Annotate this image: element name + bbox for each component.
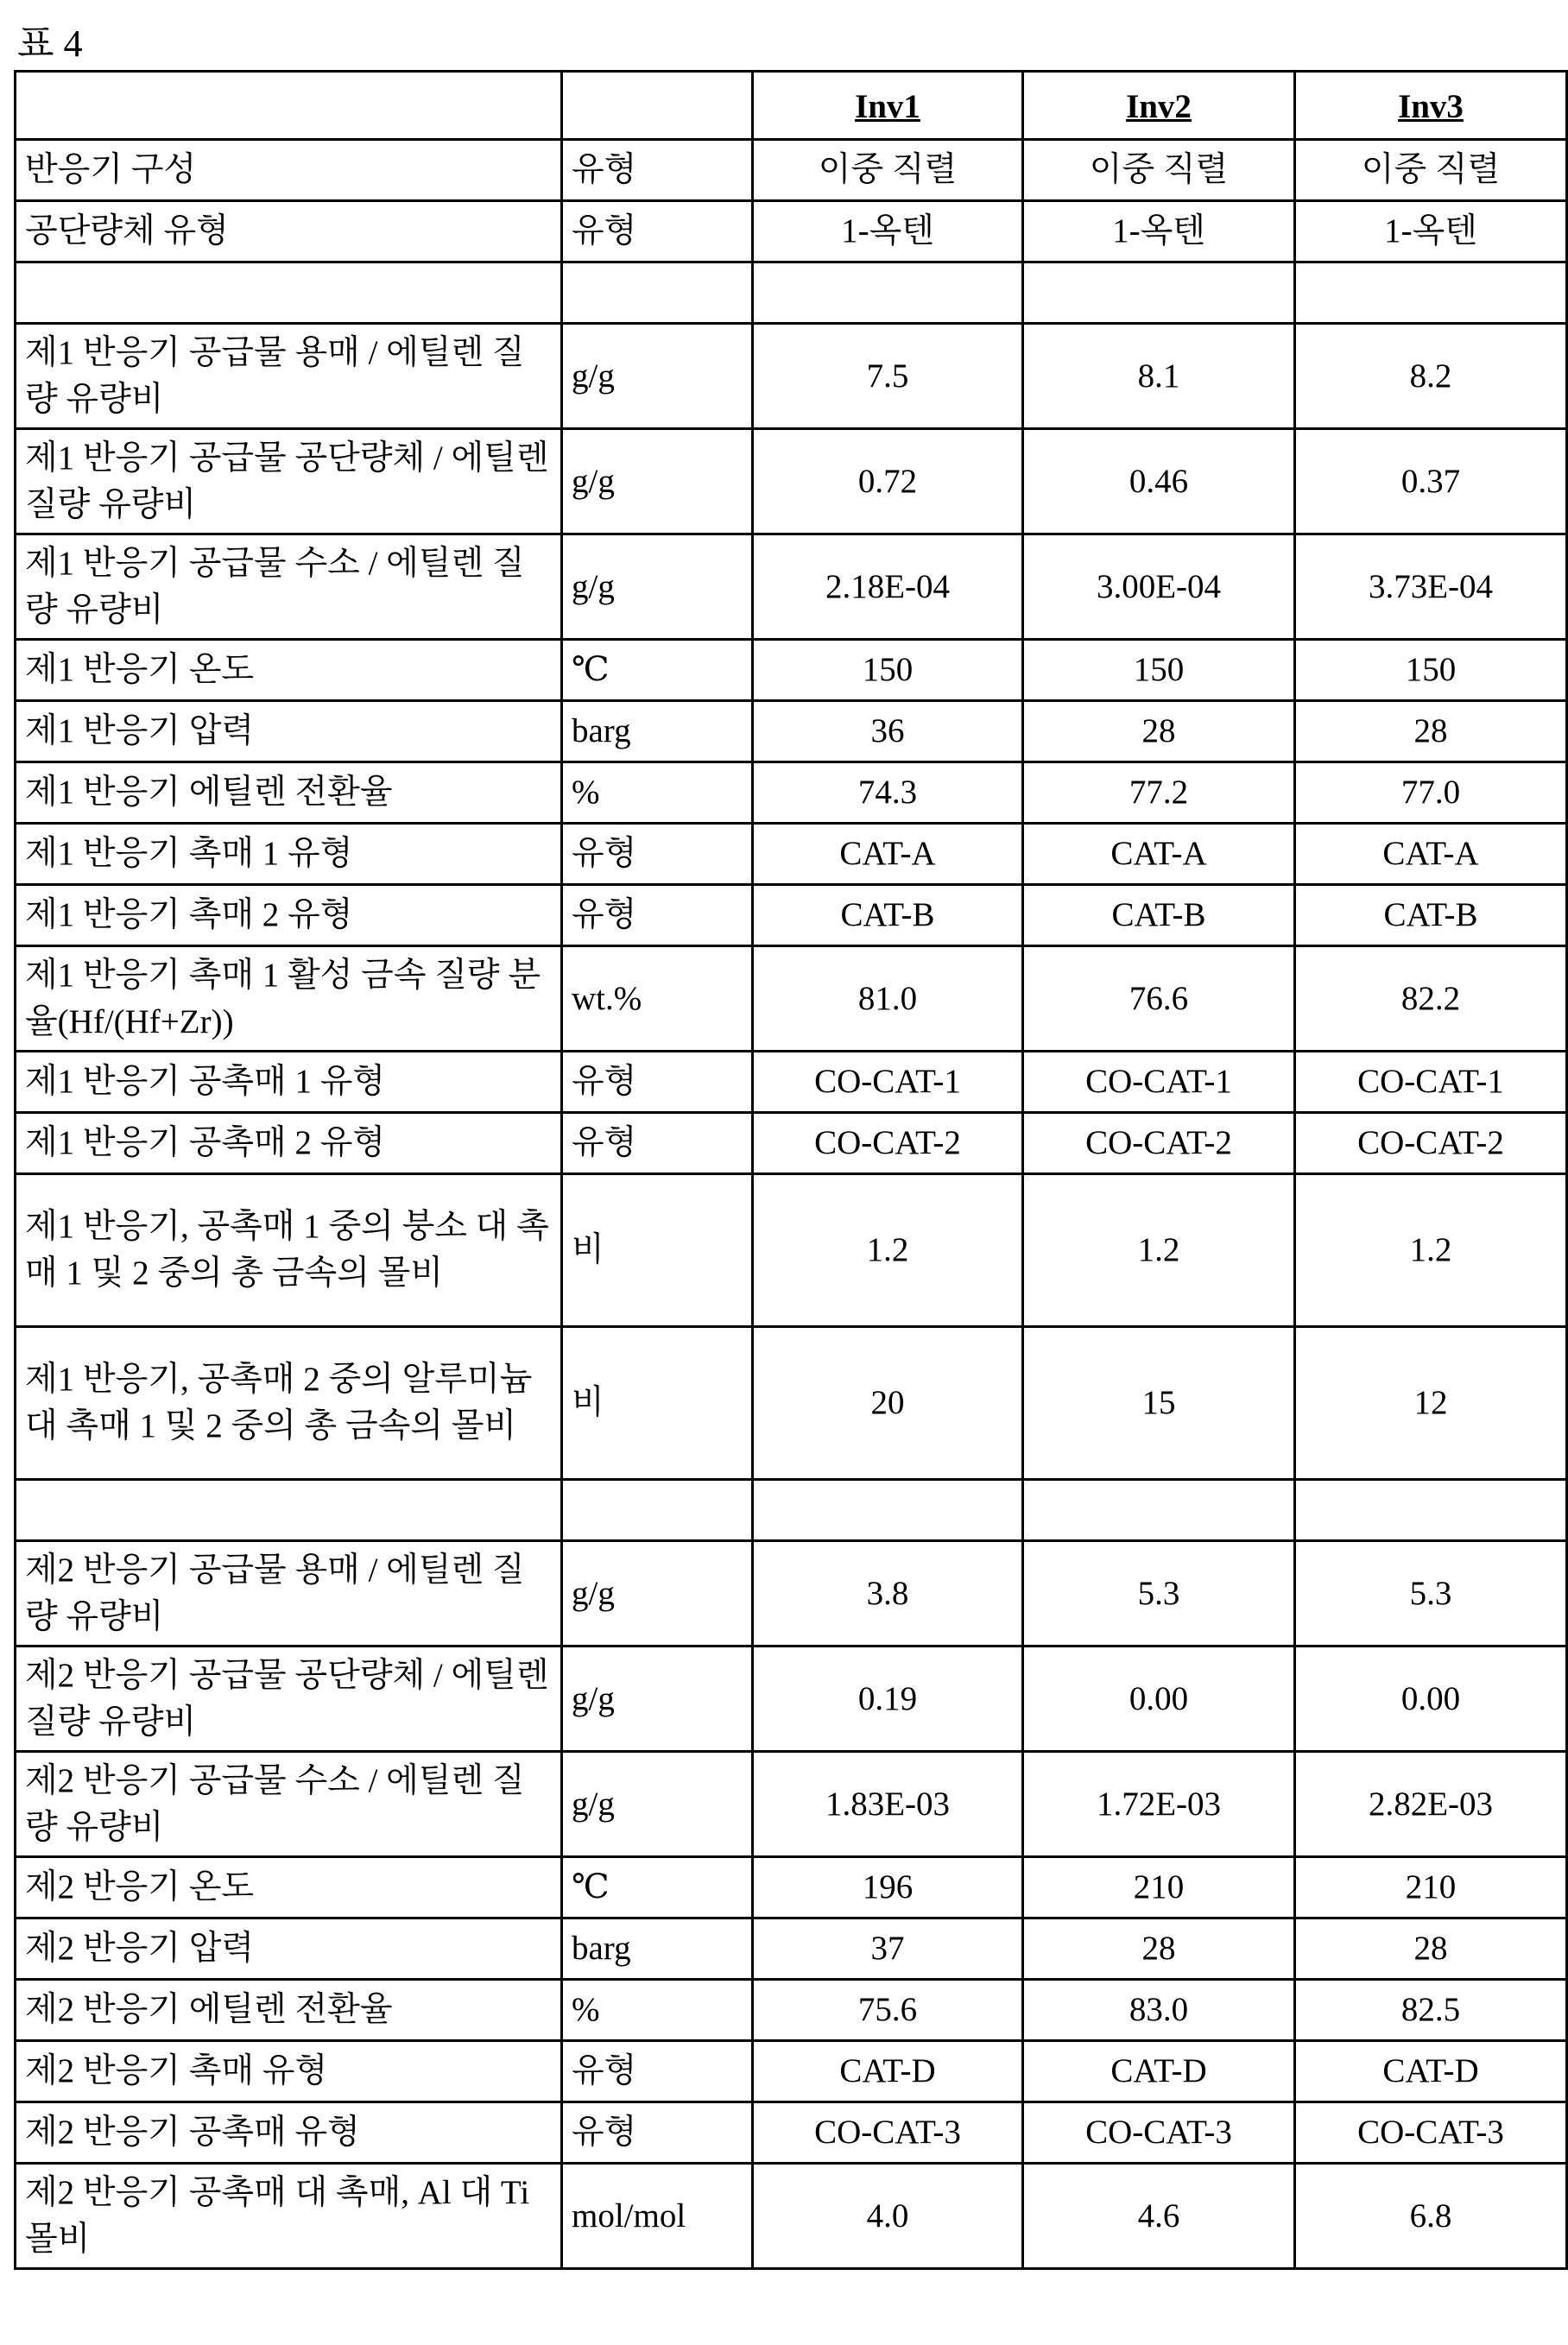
table-row	[16, 2164, 1567, 2269]
row-label: 제2 반응기 온도	[16, 1857, 562, 1918]
value-cell-inv3: 0.00	[1295, 1647, 1567, 1752]
value-cell-inv3: 77.0	[1295, 762, 1567, 824]
value-cell-inv1	[753, 262, 1023, 324]
value-cell-inv2: 이중 직렬	[1023, 140, 1295, 201]
value-cell-inv1: 196	[753, 1857, 1023, 1918]
value-cell-inv1: CAT-D	[753, 2041, 1023, 2102]
row-label: 제2 반응기 공촉매 대 촉매, Al 대 Ti 몰비	[16, 2164, 562, 2269]
row-unit: barg	[562, 701, 753, 762]
row-label: 제1 반응기 촉매 1 유형	[16, 824, 562, 885]
table-title: 표 4	[17, 12, 83, 67]
value-cell-inv2: CO-CAT-2	[1023, 1113, 1295, 1174]
row-label: 제2 반응기 에틸렌 전환율	[16, 1980, 562, 2041]
row-unit: g/g	[562, 1752, 753, 1857]
row-label: 제1 반응기 촉매 2 유형	[16, 885, 562, 946]
row-label: 제1 반응기 에틸렌 전환율	[16, 762, 562, 824]
row-unit: 유형	[562, 2041, 753, 2102]
row-unit	[562, 262, 753, 324]
value-cell-inv1: CO-CAT-2	[753, 1113, 1023, 1174]
table-row	[16, 1327, 1567, 1480]
row-label: 제1 반응기 공촉매 2 유형	[16, 1113, 562, 1174]
value-cell-inv1: 36	[753, 701, 1023, 762]
row-unit: ℃	[562, 640, 753, 701]
table-row	[16, 1480, 1567, 1541]
table-row	[16, 429, 1567, 534]
value-cell-inv2: 210	[1023, 1857, 1295, 1918]
table-row	[16, 701, 1567, 762]
row-label	[16, 262, 562, 324]
row-unit: barg	[562, 1918, 753, 1980]
row-label: 제2 반응기 공촉매 유형	[16, 2102, 562, 2164]
table-row	[16, 1918, 1567, 1980]
table-row	[16, 1541, 1567, 1647]
table-row	[16, 262, 1567, 324]
value-cell-inv3: 3.73E-04	[1295, 534, 1567, 640]
value-cell-inv1: 1.83E-03	[753, 1752, 1023, 1857]
value-cell-inv1: 4.0	[753, 2164, 1023, 2269]
value-cell-inv1: 150	[753, 640, 1023, 701]
column-header: Inv2	[1126, 88, 1192, 125]
value-cell-inv3: CO-CAT-2	[1295, 1113, 1567, 1174]
table-row	[16, 2041, 1567, 2102]
value-cell-inv2: 76.6	[1023, 946, 1295, 1052]
value-cell-inv3: 8.2	[1295, 324, 1567, 429]
table-row	[16, 762, 1567, 824]
value-cell-inv3: 82.5	[1295, 1980, 1567, 2041]
row-label: 제1 반응기 공촉매 1 유형	[16, 1052, 562, 1113]
table-row	[16, 201, 1567, 262]
row-label: 제2 반응기 압력	[16, 1918, 562, 1980]
value-cell-inv2: CO-CAT-3	[1023, 2102, 1295, 2164]
value-cell-inv1: CO-CAT-3	[753, 2102, 1023, 2164]
value-cell-inv2: CAT-A	[1023, 824, 1295, 885]
table-row	[16, 1857, 1567, 1918]
table-row	[16, 885, 1567, 946]
column-header: Inv3	[1398, 88, 1464, 125]
row-unit: g/g	[562, 534, 753, 640]
row-label: 제1 반응기 온도	[16, 640, 562, 701]
value-cell-inv1	[753, 1480, 1023, 1541]
value-cell-inv2: 0.00	[1023, 1647, 1295, 1752]
row-label: 공단량체 유형	[16, 201, 562, 262]
value-cell-inv2: 5.3	[1023, 1541, 1295, 1647]
row-label: 제1 반응기 촉매 1 활성 금속 질량 분율(Hf/(Hf+Zr))	[16, 946, 562, 1052]
value-cell-inv1: CAT-B	[753, 885, 1023, 946]
value-cell-inv1: 3.8	[753, 1541, 1023, 1647]
value-cell-inv3: 1-옥텐	[1295, 201, 1567, 262]
header-cell-inv2	[1023, 72, 1295, 140]
row-unit: 유형	[562, 140, 753, 201]
table-row	[16, 1647, 1567, 1752]
table-row	[16, 1752, 1567, 1857]
header-cell-inv3	[1295, 72, 1567, 140]
value-cell-inv3: 5.3	[1295, 1541, 1567, 1647]
value-cell-inv3: 1.2	[1295, 1174, 1567, 1327]
value-cell-inv3: CAT-D	[1295, 2041, 1567, 2102]
table-row	[16, 1174, 1567, 1327]
value-cell-inv2: 28	[1023, 1918, 1295, 1980]
row-label: 제2 반응기 공급물 공단량체 / 에틸렌 질량 유량비	[16, 1647, 562, 1752]
row-unit: g/g	[562, 324, 753, 429]
value-cell-inv1: CO-CAT-1	[753, 1052, 1023, 1113]
value-cell-inv3: CAT-A	[1295, 824, 1567, 885]
row-label: 제1 반응기 공급물 공단량체 / 에틸렌 질량 유량비	[16, 429, 562, 534]
value-cell-inv3: 0.37	[1295, 429, 1567, 534]
value-cell-inv3: 6.8	[1295, 2164, 1567, 2269]
value-cell-inv1: 7.5	[753, 324, 1023, 429]
row-unit: 비	[562, 1327, 753, 1480]
row-unit: 유형	[562, 1113, 753, 1174]
value-cell-inv1: 0.19	[753, 1647, 1023, 1752]
table-row	[16, 1980, 1567, 2041]
row-label: 반응기 구성	[16, 140, 562, 201]
row-label: 제2 반응기 촉매 유형	[16, 2041, 562, 2102]
row-unit: 유형	[562, 201, 753, 262]
table-body	[16, 140, 1567, 2269]
column-header: Inv1	[855, 88, 920, 125]
table-row	[16, 1113, 1567, 1174]
value-cell-inv2: 150	[1023, 640, 1295, 701]
value-cell-inv1: 74.3	[753, 762, 1023, 824]
value-cell-inv2: 15	[1023, 1327, 1295, 1480]
value-cell-inv1: 75.6	[753, 1980, 1023, 2041]
value-cell-inv1: 0.72	[753, 429, 1023, 534]
row-unit: 유형	[562, 885, 753, 946]
table-row	[16, 140, 1567, 201]
header-cell-inv1	[753, 72, 1023, 140]
row-unit: 비	[562, 1174, 753, 1327]
value-cell-inv1: 이중 직렬	[753, 140, 1023, 201]
row-unit: 유형	[562, 1052, 753, 1113]
row-unit: g/g	[562, 429, 753, 534]
value-cell-inv2	[1023, 262, 1295, 324]
value-cell-inv3	[1295, 262, 1567, 324]
value-cell-inv2: 0.46	[1023, 429, 1295, 534]
value-cell-inv3: 28	[1295, 1918, 1567, 1980]
row-label	[16, 1480, 562, 1541]
row-label: 제1 반응기 공급물 수소 / 에틸렌 질량 유량비	[16, 534, 562, 640]
table-row	[16, 640, 1567, 701]
value-cell-inv2: CAT-D	[1023, 2041, 1295, 2102]
header-cell-label	[16, 72, 562, 140]
table-row	[16, 946, 1567, 1052]
table-row	[16, 1052, 1567, 1113]
value-cell-inv3	[1295, 1480, 1567, 1541]
value-cell-inv2: 1.2	[1023, 1174, 1295, 1327]
value-cell-inv3: CO-CAT-1	[1295, 1052, 1567, 1113]
value-cell-inv2: CO-CAT-1	[1023, 1052, 1295, 1113]
value-cell-inv3: 210	[1295, 1857, 1567, 1918]
row-label: 제1 반응기, 공촉매 1 중의 붕소 대 촉매 1 및 2 중의 총 금속의 몰비	[16, 1174, 562, 1327]
row-unit: 유형	[562, 2102, 753, 2164]
header-cell-unit	[562, 72, 753, 140]
value-cell-inv3: 12	[1295, 1327, 1567, 1480]
row-unit: ℃	[562, 1857, 753, 1918]
value-cell-inv3: 28	[1295, 701, 1567, 762]
row-unit: 유형	[562, 824, 753, 885]
table-row	[16, 324, 1567, 429]
value-cell-inv1: CAT-A	[753, 824, 1023, 885]
value-cell-inv2: 3.00E-04	[1023, 534, 1295, 640]
value-cell-inv3: CAT-B	[1295, 885, 1567, 946]
value-cell-inv1: 1-옥텐	[753, 201, 1023, 262]
row-unit: g/g	[562, 1647, 753, 1752]
value-cell-inv2: 1.72E-03	[1023, 1752, 1295, 1857]
value-cell-inv1: 1.2	[753, 1174, 1023, 1327]
row-unit	[562, 1480, 753, 1541]
row-label: 제1 반응기, 공촉매 2 중의 알루미늄 대 촉매 1 및 2 중의 총 금속의 몰비	[16, 1327, 562, 1480]
table-row	[16, 2102, 1567, 2164]
value-cell-inv2: 28	[1023, 701, 1295, 762]
row-unit: mol/mol	[562, 2164, 753, 2269]
value-cell-inv1: 37	[753, 1918, 1023, 1980]
row-unit: g/g	[562, 1541, 753, 1647]
value-cell-inv3: 82.2	[1295, 946, 1567, 1052]
value-cell-inv3: 2.82E-03	[1295, 1752, 1567, 1857]
row-label: 제1 반응기 공급물 용매 / 에틸렌 질량 유량비	[16, 324, 562, 429]
row-unit: %	[562, 762, 753, 824]
row-label: 제2 반응기 공급물 용매 / 에틸렌 질량 유량비	[16, 1541, 562, 1647]
header-row	[16, 72, 1567, 140]
value-cell-inv2	[1023, 1480, 1295, 1541]
table-row	[16, 824, 1567, 885]
row-label: 제1 반응기 압력	[16, 701, 562, 762]
value-cell-inv2: 83.0	[1023, 1980, 1295, 2041]
value-cell-inv3: 이중 직렬	[1295, 140, 1567, 201]
row-unit: %	[562, 1980, 753, 2041]
value-cell-inv1: 2.18E-04	[753, 534, 1023, 640]
value-cell-inv2: 4.6	[1023, 2164, 1295, 2269]
value-cell-inv1: 20	[753, 1327, 1023, 1480]
value-cell-inv2: 1-옥텐	[1023, 201, 1295, 262]
row-unit: wt.%	[562, 946, 753, 1052]
value-cell-inv2: 8.1	[1023, 324, 1295, 429]
value-cell-inv3: 150	[1295, 640, 1567, 701]
data-table	[14, 70, 1568, 2270]
row-label: 제2 반응기 공급물 수소 / 에틸렌 질량 유량비	[16, 1752, 562, 1857]
value-cell-inv2: 77.2	[1023, 762, 1295, 824]
value-cell-inv2: CAT-B	[1023, 885, 1295, 946]
value-cell-inv1: 81.0	[753, 946, 1023, 1052]
table-row	[16, 534, 1567, 640]
value-cell-inv3: CO-CAT-3	[1295, 2102, 1567, 2164]
